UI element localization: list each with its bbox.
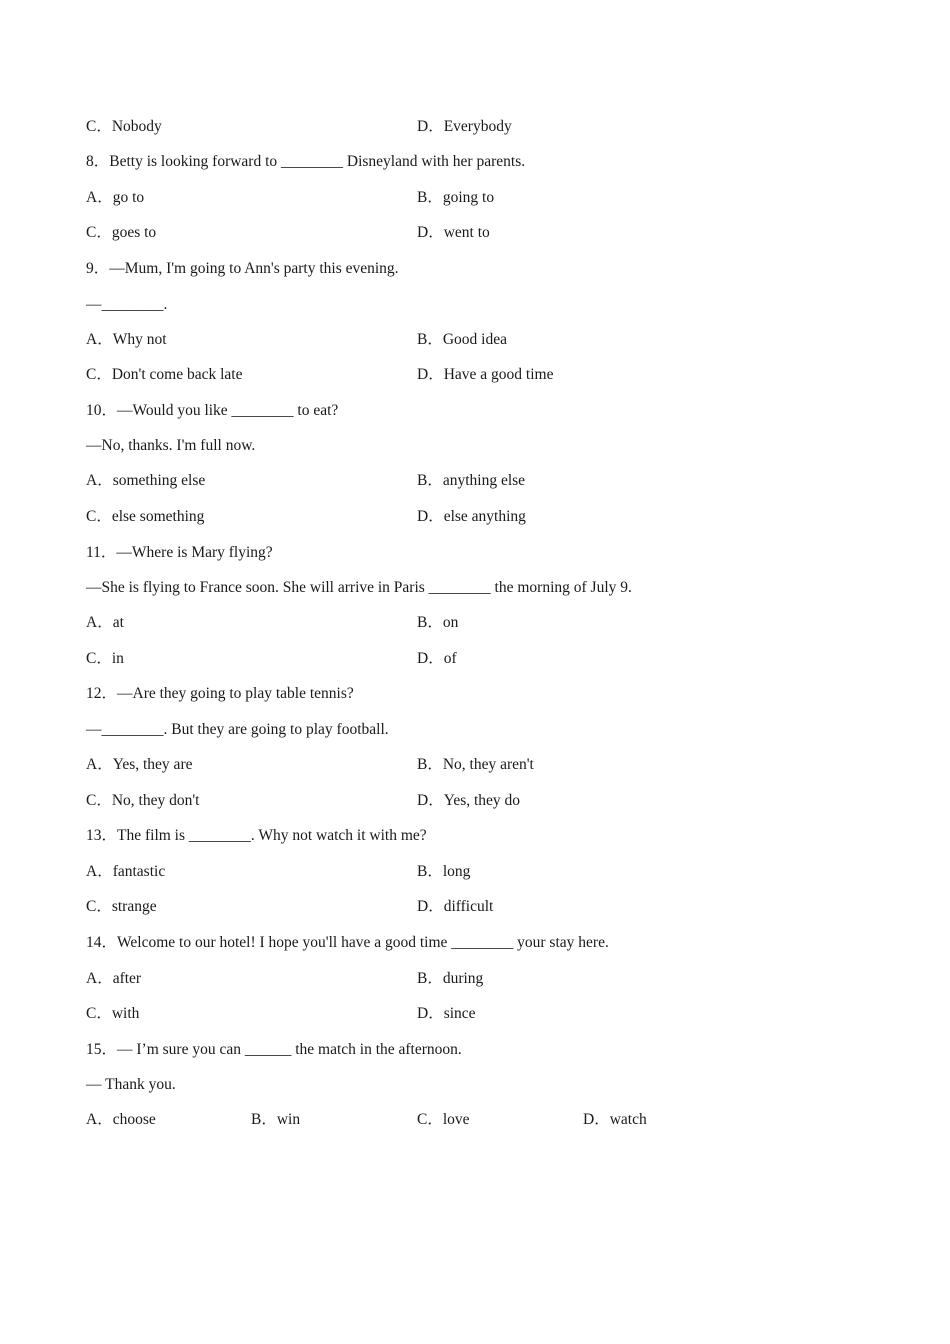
q8-option-d: D．went to (417, 224, 490, 241)
q13-stem: 13．The film is ________. Why not watch it with me? (86, 827, 427, 844)
q10-reply: —No, thanks. I'm full now. (86, 437, 256, 454)
q15-option-d: D．watch (583, 1111, 647, 1128)
q7-option-d: D．Everybody (417, 118, 512, 135)
q11-option-a: A．at (86, 614, 124, 631)
q9-option-a: A．Why not (86, 331, 167, 348)
q9-option-c: C．Don't come back late (86, 366, 243, 383)
q14-stem: 14．Welcome to our hotel! I hope you'll have a good time ________ your stay here. (86, 934, 609, 951)
q9-reply: —________. (86, 296, 168, 313)
q15-stem: 15．— I’m sure you can ______ the match in the afternoon. (86, 1041, 462, 1058)
q9-option-d: D．Have a good time (417, 366, 554, 383)
q10-option-d: D．else anything (417, 508, 526, 525)
q11-option-c: C．in (86, 650, 124, 667)
q11-reply: —She is flying to France soon. She will arrive in Paris ________ the morning of July 9. (86, 579, 632, 596)
q10-stem: 10．—Would you like ________ to eat? (86, 402, 339, 419)
q10-option-c: C．else something (86, 508, 205, 525)
q12-option-c: C．No, they don't (86, 792, 200, 809)
q14-option-b: B．during (417, 970, 484, 987)
q15-reply: — Thank you. (86, 1076, 176, 1093)
q9-option-b: B．Good idea (417, 331, 507, 348)
q12-option-a: A．Yes, they are (86, 756, 193, 773)
q15-option-a: A．choose (86, 1111, 156, 1128)
q12-stem: 12．—Are they going to play table tennis? (86, 685, 354, 702)
q12-reply: —________. But they are going to play football. (86, 721, 389, 738)
q13-option-c: C．strange (86, 898, 157, 915)
q10-option-a: A．something else (86, 472, 206, 489)
q9-stem: 9．—Mum, I'm going to Ann's party this evening. (86, 260, 399, 277)
q15-option-c: C．love (417, 1111, 470, 1128)
q11-stem: 11．—Where is Mary flying? (86, 544, 273, 561)
q10-option-b: B．anything else (417, 472, 526, 489)
q8-stem: 8．Betty is looking forward to ________ Disneyland with her parents. (86, 153, 526, 170)
q8-option-b: B．going to (417, 189, 495, 206)
q8-option-c: C．goes to (86, 224, 157, 241)
q14-option-d: D．since (417, 1005, 476, 1022)
q14-option-a: A．after (86, 970, 142, 987)
q12-option-d: D．Yes, they do (417, 792, 521, 809)
q7-option-c: C．Nobody (86, 118, 162, 135)
q12-option-b: B．No, they aren't (417, 756, 534, 773)
q14-option-c: C．with (86, 1005, 140, 1022)
q8-option-a: A．go to (86, 189, 145, 206)
q15-option-b: B．win (251, 1111, 301, 1128)
q13-option-a: A．fantastic (86, 863, 166, 880)
q11-option-d: D．of (417, 650, 457, 667)
q13-option-d: D．difficult (417, 898, 494, 915)
q11-option-b: B．on (417, 614, 459, 631)
q13-option-b: B．long (417, 863, 471, 880)
